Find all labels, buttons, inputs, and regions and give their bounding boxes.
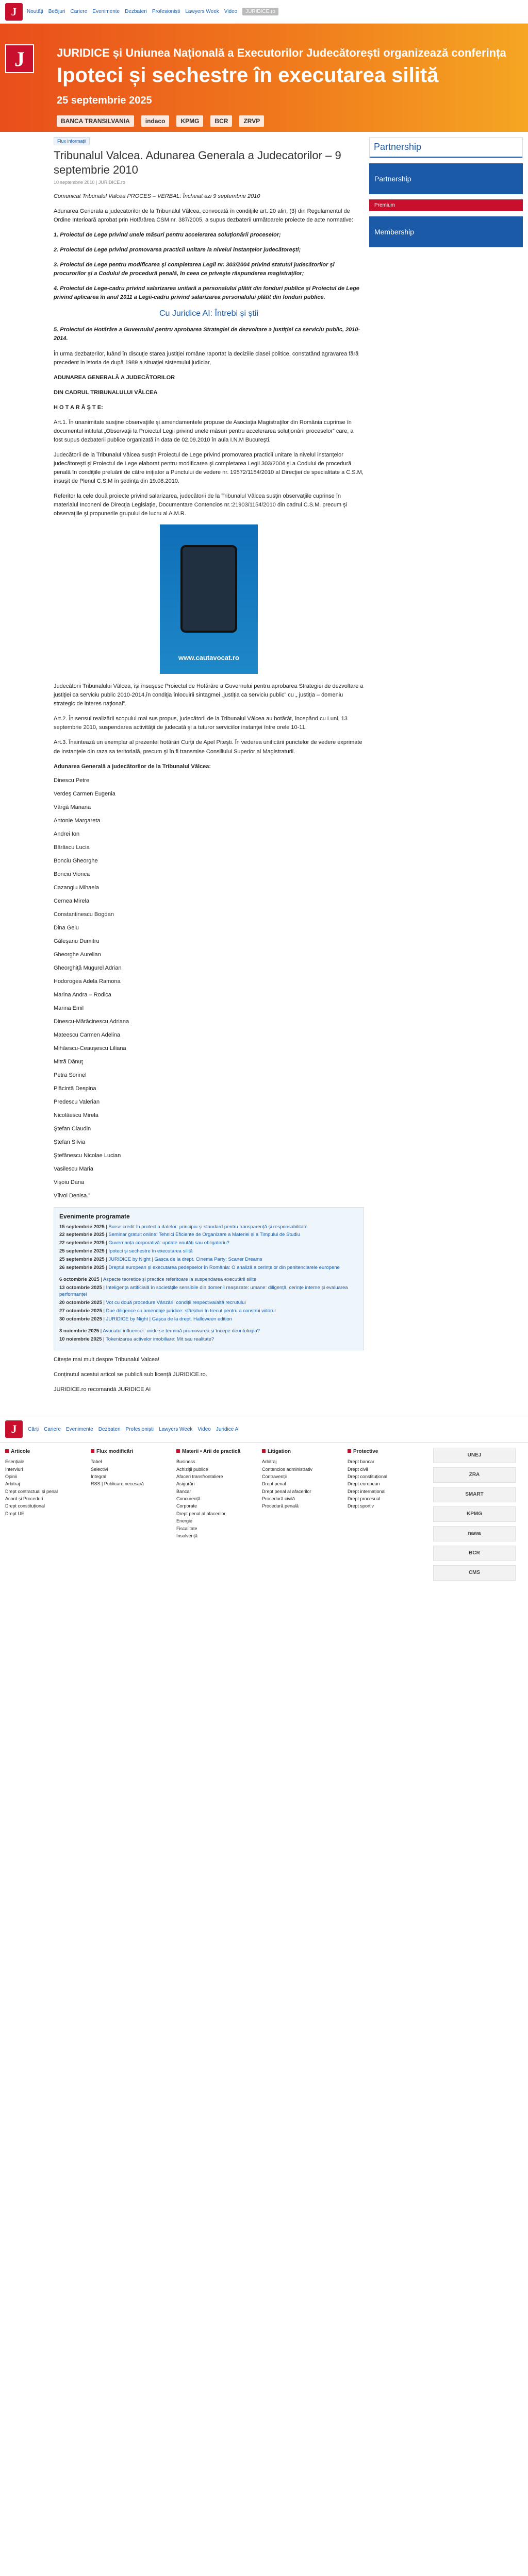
article-meta: 10 septembrie 2010 | JURIDICE.ro <box>54 180 125 185</box>
category-tag[interactable]: Flux informații <box>54 137 90 145</box>
footer-link[interactable]: Contencios administrativ <box>262 1466 313 1472</box>
banner-sponsors <box>57 114 523 128</box>
list-item: Dina Gelu <box>54 924 79 931</box>
list-item: Andrei Ion <box>54 831 80 837</box>
list-item: Antonie Margareta <box>54 817 101 824</box>
cautavocat-ad[interactable] <box>160 524 258 674</box>
footer-col-title: Protective <box>348 1448 425 1456</box>
footer-link[interactable]: Fiscalitate <box>176 1526 197 1531</box>
paragraph: Art.1. În unanimitate susţine observaţiile şi amendamentele propuse de Asociaţia Magistraţilor din România cuprinse în documentul intitulat „Observaţii la Proiectul Legii privind unele măsuri pentru accelerarea soluţionării proceselor” care, a fost supus dezbaterii publice organizată în data de 02.09.2010 în aula I.N.M Bucureşti. <box>54 419 354 443</box>
list-item: Dinescu Petre <box>54 777 90 784</box>
footer-col <box>348 1448 425 1585</box>
footer-logo[interactable]: J <box>5 1420 23 1438</box>
list-item: Mateescu Carmen Adelina <box>54 1031 121 1038</box>
event-row[interactable]: 26 septembrie 2025 | Dreptul european și executarea pedepselor în România: O analiză a cerințelor din penitenciarele europene <box>59 1264 340 1270</box>
event-date: 27 octombrie 2025 <box>59 1308 102 1314</box>
event-date: 20 octombrie 2025 <box>59 1299 102 1306</box>
footer-col <box>91 1448 168 1585</box>
partnership-header: Partnership <box>370 138 522 158</box>
partner-logo[interactable]: ZRA <box>433 1467 516 1483</box>
list-item: Predescu Valerian <box>54 1098 100 1105</box>
event-row[interactable]: 13 octombrie 2025 | Inteligența artificială în societățile sensibile din domenii reașezate: umane: diligență, cerințe interne și evaluarea performanței <box>59 1285 348 1298</box>
event-row[interactable]: 22 septembrie 2025 | Guvernanța corporativă: update noutăți sau obligatoriu? <box>59 1240 229 1246</box>
event-row[interactable]: 30 octombrie 2025 | JURIDICE by Night | Gașca de la drept. Halloween edition <box>59 1316 232 1322</box>
footer-nav-item[interactable]: Profesioniști <box>125 1426 154 1432</box>
spacer <box>59 1273 358 1277</box>
paragraph: DIN CADRUL TRIBUNALULUI VÂLCEA <box>54 389 158 396</box>
event-link[interactable]: JURIDICE by Night | Gașca de la drept. Cinema Party: Scaner Dreams <box>108 1256 262 1262</box>
paragraph: 4. Proiectul de Lege-cadru privind salarizarea unitară a personalului plătit din fonduri publice şi Proiectul de Lege privind aplicarea în anul 2011 a Legii-cadru privind salarizarea personalului plătit din fonduri publice. <box>54 285 359 301</box>
footer-col-title: Litigation <box>262 1448 339 1456</box>
footer-link[interactable]: Asigurări <box>176 1481 195 1487</box>
list-item: Vişoiu Dana <box>54 1179 85 1185</box>
event-row[interactable]: 10 noiembrie 2025 | Tokenizarea activelor imobiliare: Mit sau realitate? <box>59 1336 214 1343</box>
footer <box>0 1416 528 1590</box>
sponsor-logo: indaco <box>141 115 170 127</box>
event-date: 26 septembrie 2025 <box>59 1264 105 1270</box>
list-item: Mitră Dănuţ <box>54 1058 83 1065</box>
event-date: 22 septembrie 2025 <box>59 1232 105 1238</box>
sponsor-logo: ZRVP <box>239 115 264 127</box>
event-row[interactable]: 6 octombrie 2025 | Aspecte teoretice și practice referitoare la suspendarea executării silite <box>59 1277 257 1283</box>
nav-debates[interactable]: Dezbateri <box>125 9 147 14</box>
nav-events[interactable]: Evenimente <box>92 9 120 14</box>
spacer <box>59 1324 358 1328</box>
footer-col <box>176 1448 254 1585</box>
list-item: Marina Emil <box>54 1005 84 1011</box>
footer-nav-item[interactable]: Cărți <box>28 1426 39 1432</box>
footer-link[interactable]: Drept constituțional <box>348 1473 388 1479</box>
event-date: 25 septembrie 2025 <box>59 1256 105 1262</box>
banner-subtitle: JURIDICE și Uniunea Națională a Executorilor Judecătorești organizează conferința <box>57 46 506 59</box>
event-row[interactable]: 3 noiembrie 2025 | Avocatul influencer: unde se termină promovarea și începe deontologia? <box>59 1328 260 1334</box>
banner-date: 25 septembrie 2025 <box>57 95 152 106</box>
partnership-box <box>369 137 523 158</box>
sponsor-logo: KPMG <box>176 115 203 127</box>
list-item: Nicolăescu Mirela <box>54 1112 98 1118</box>
footer-col <box>5 1448 82 1585</box>
footer-link[interactable]: Drept procesual <box>348 1496 381 1502</box>
event-row[interactable]: 15 septembrie 2025 | Burse credit în protecția datelor: principiu și standard pentru transparență și responsabilitate <box>59 1224 308 1230</box>
banner-title: Ipoteci și sechestre în executarea silită <box>57 64 439 87</box>
top-bar <box>0 0 528 24</box>
footer-link[interactable]: Drept constituțional <box>5 1503 45 1509</box>
juridice-ai-link[interactable]: Cu Juridice AI: Întrebi și știi <box>159 309 259 318</box>
partner-logo[interactable]: UNEJ <box>433 1448 516 1463</box>
paragraph: H O T A R Ă Ş T E: <box>54 404 103 411</box>
event-row[interactable]: 27 octombrie 2025 | Due diligence cu amendaje juridice: sfârșituri în trecut pentru a construi viitorul <box>59 1308 276 1314</box>
footer-col <box>262 1448 339 1585</box>
paragraph: În urma dezbaterilor, luând în discuţie starea justiţiei române raportat la deciziile clasei politice, constatând agravarea fără precedent in istoria de după 1989 a situaţiei sistemului judiciar, <box>54 350 359 366</box>
event-date: 25 septembrie 2025 <box>59 1248 105 1255</box>
event-link[interactable]: Inteligența artificială în societățile sensibile din domenii reașezate: umane: diligență, cerințe interne și evaluarea performanței <box>59 1285 348 1298</box>
footer-link[interactable]: Afaceri transfrontaliere <box>176 1473 223 1479</box>
event-date: 3 noiembrie 2025 <box>59 1328 100 1334</box>
partner-logo[interactable]: SMART <box>433 1487 516 1502</box>
phone-image <box>180 545 237 633</box>
footer-nav-item[interactable]: Juridice AI <box>216 1426 240 1432</box>
membership-button[interactable]: Membership <box>369 216 523 247</box>
partnership-button[interactable]: Partnership <box>369 163 523 194</box>
juridice-ai-recommend[interactable]: JURIDICE.ro recomandă JURIDICE AI <box>54 1386 151 1393</box>
event-date: 6 octombrie 2025 <box>59 1277 100 1283</box>
site-logo[interactable]: J <box>5 3 23 21</box>
event-link[interactable]: Dreptul european și executarea pedepselor în România: O analiză a cerințelor din penitenciarele europene <box>108 1264 340 1270</box>
list-item: Ştefan Claudin <box>54 1125 91 1132</box>
footer-link[interactable]: Opinii <box>5 1473 18 1479</box>
list-item: Găleşanu Dumitru <box>54 938 100 944</box>
events-box <box>54 1207 364 1350</box>
article-title: Tribunalul Valcea. Adunarea Generala a Judecatorilor – 9 septembrie 2010 <box>54 149 341 176</box>
footer-link[interactable]: Business <box>176 1459 195 1465</box>
footer-link[interactable]: Achiziții publice <box>176 1466 208 1472</box>
list-item: Bărăscu Lucia <box>54 844 90 851</box>
nav-news[interactable]: Noutăți <box>27 9 43 14</box>
list-item: Verdeş Carmen Eugenia <box>54 790 116 797</box>
footer-link[interactable]: Procedură penală <box>262 1503 299 1509</box>
paragraph: 2. Proiectul de Lege privind promovarea practicii unitare la nivelul instanţelor judecătoreşti; <box>54 247 301 253</box>
event-row[interactable]: 25 septembrie 2025 | JURIDICE by Night | Gașca de la drept. Cinema Party: Scaner Dreams <box>59 1256 262 1262</box>
event-date: 10 noiembrie 2025 <box>59 1336 102 1343</box>
top-nav <box>27 8 278 15</box>
event-row[interactable]: 22 septembrie 2025 | Seminar gratuit online: Tehnici Eficiente de Organizare a Materiei și a Timpului de Studiu <box>59 1232 300 1238</box>
list-item: Dinescu-Mărăcinescu Adriana <box>54 1018 129 1025</box>
partner-logo[interactable]: nawa <box>433 1526 516 1541</box>
footer-link[interactable]: Tabel <box>91 1459 102 1465</box>
footer-link[interactable]: Drept contractual și penal <box>5 1488 58 1494</box>
list-item: Gheorghe Aurelian <box>54 951 101 958</box>
list-item: Cernea Mirela <box>54 897 90 904</box>
sponsor-logo: BANCA TRANSILVANIA <box>57 115 134 127</box>
footer-link[interactable]: Drept penal <box>262 1481 286 1487</box>
footer-link[interactable]: Procedură civilă <box>262 1496 295 1502</box>
sponsor-logo: BCR <box>210 115 232 127</box>
ad-url: www.cautavocat.ro <box>178 654 239 662</box>
footer-link[interactable]: Integral <box>91 1473 107 1479</box>
partner-logo[interactable]: BCR <box>433 1546 516 1561</box>
paragraph: Referitor la cele două proiecte privind salarizarea, judecătorii de la Tribunalul Vâlcea susţin observaţiile cuprinse în materialul Inconeni de Direcţia Legislaţie, Documentare Contencios nr.:21903/1154/2010 din cadrul C.S.M. precum şi observaţiile şi propunerile grupului de lucru al A.M.R. <box>54 493 348 517</box>
event-date: 13 octombrie 2025 <box>59 1285 102 1291</box>
list-item: Hodorogea Adela Ramona <box>54 978 121 985</box>
list-item: Marina Andra – Rodica <box>54 991 111 998</box>
nav-careers[interactable]: Cariere <box>70 9 88 14</box>
footer-link[interactable]: Interviuri <box>5 1466 23 1472</box>
event-link[interactable]: Ipoteci și sechestre în executarea silită <box>108 1248 193 1255</box>
event-link[interactable]: Aspecte teoretice și practice referitoare la suspendarea executării silite <box>103 1277 257 1283</box>
paragraph: Adunarea Generala a judecatorilor de la Tribunalul Vâlcea, convocată în condiţiile art. 20 alin. (3) din Regulamentul de Ordine Interioară aprobat prin Hotărârea CSM nr. 387/2005, a supus dezbaterii următoarele proiecte de acte normative: <box>54 208 353 224</box>
nav-video[interactable]: Video <box>224 9 238 14</box>
footer-link[interactable]: Drept sportiv <box>348 1503 374 1509</box>
footer-link[interactable]: Arbitraj <box>262 1459 277 1465</box>
list-item: Ştefănescu Nicolae Lucian <box>54 1152 121 1159</box>
event-link[interactable]: Guvernanța corporativă: update noutăți sau obligatoriu? <box>108 1240 229 1246</box>
event-link[interactable]: JURIDICE by Night | Gașca de la drept. Halloween edition <box>106 1316 232 1322</box>
footer-col-title: Articole <box>5 1448 82 1456</box>
footer-link[interactable]: Corporate <box>176 1503 197 1509</box>
list-item: Vârgă Mariana <box>54 804 91 810</box>
event-link[interactable]: Due diligence cu amendaje juridice: sfârșituri în trecut pentru a construi viitorul <box>106 1308 276 1314</box>
paragraph: Adunarea Generală a judecătorilor de la Tribunalul Vâlcea: <box>54 763 211 770</box>
partners-column <box>433 1448 516 1585</box>
list-item: Mihăescu-Ceauşescu Liliana <box>54 1045 126 1052</box>
event-link[interactable]: Avocatul influencer: unde se termină promovarea și începe deontologia? <box>103 1328 260 1334</box>
event-link[interactable]: Burse credit în protecția datelor: principiu și standard pentru transparență și responsabilitate <box>108 1224 308 1230</box>
paragraph: Judecătorii Tribunalului Vâlcea, îşi însuşesc Proiectul de Hotărâre a Guvernului pentru aprobarea Strategiei de dezvoltare a justiţiei ca serviciu public 2010-2014,în condiţia înlocuirii sintagmei „justiţia ca serviciu public” cu „ justiţia – domeniu strategic de interes naţional”. <box>54 683 364 707</box>
footer-link[interactable]: Esențiale <box>5 1459 25 1465</box>
event-link[interactable]: Seminar gratuit online: Tehnici Eficiente de Organizare a Materiei și a Timpului de Studiu <box>108 1232 300 1238</box>
footer-nav-item[interactable]: Video <box>197 1426 211 1432</box>
footer-nav <box>0 1416 528 1443</box>
event-date: 30 octombrie 2025 <box>59 1316 102 1322</box>
sidebar <box>369 132 523 1400</box>
footer-col-title: Materii • Arii de practică <box>176 1448 254 1456</box>
footer-columns <box>0 1443 528 1590</box>
footer-link[interactable]: Bancar <box>176 1488 191 1494</box>
nav-juries[interactable]: Bečijuri <box>48 9 65 14</box>
paragraph: Art.2. În sensul realizării scopului mai sus propus, judecătorii de la Tribunalul Vâlcea au hotărât, începând cu Luni, 13 septembrie 2010, suspendarea activităţii de judecată şi a tuturor serviciilor instanţei între orele 10-11. <box>54 716 348 731</box>
list-item: Ştefan Silvia <box>54 1139 86 1145</box>
list-item: Vasilescu Maria <box>54 1165 93 1172</box>
footer-link[interactable]: Arbitraj <box>5 1481 20 1487</box>
read-more-link[interactable]: Citește mai mult despre Tribunalul Valcea! <box>54 1356 160 1363</box>
event-row[interactable]: 25 septembrie 2025 | Ipoteci și sechestre în executarea silită <box>59 1248 193 1255</box>
footer-link[interactable]: Insolvență <box>176 1533 198 1539</box>
banner-logo: J <box>5 44 34 73</box>
paragraph: 5. Proiectul de Hotărâre a Guvernului pentru aprobarea Strategiei de dezvoltare a justiţiei ca serviciu public, 2010-2014. <box>54 327 360 342</box>
event-date: 22 septembrie 2025 <box>59 1240 105 1246</box>
list-item: Cazangiu Mihaela <box>54 884 100 891</box>
footer-link[interactable]: Contravenții <box>262 1473 287 1479</box>
footer-link[interactable]: Concurență <box>176 1496 201 1502</box>
paragraph: ADUNAREA GENERALĂ A JUDECĂTORILOR <box>54 374 175 381</box>
footer-link[interactable]: Drept european <box>348 1481 380 1487</box>
nav-pill[interactable]: JURIDICE.ro <box>242 8 278 15</box>
paragraph: Art.3. Înaintează un exemplar al prezentei hotărâri Curţii de Apel Piteşti. În vederea unificării punctelor de vedere exprimate de instanţele din raza sa teritorială, precum şi în fi transmise Consiliului Superior al Magistraturii. <box>54 739 362 755</box>
footer-link[interactable]: Energie <box>176 1518 193 1524</box>
judges-list <box>54 777 364 1199</box>
footer-link[interactable]: Acord și Proceduri <box>5 1496 43 1502</box>
license-note: Conținutul acestui articol se publică sub licență JURIDICE.ro. <box>54 1371 207 1378</box>
list-item: Gheorghiţă Mugurel Adrian <box>54 964 122 971</box>
paragraph: Judecătorii de la Tribunalul Vâlcea susţin Proiectul de Lege privind promovarea practicii unitare la nivelul instanţelor judecătoreşti şi Proiectul de Lege elaborat pentru modificarea şi completarea Legii 303/2004 şi a Codului de procedură penală în condiţiile preluării de către iniţiator a Punctului de vedere nr. 19572/1154/2010 al Direcţiei de specialitate a C.S.M, însuşit de Plenul C.S.M în şedinţa din 19.08.2010. <box>54 451 364 485</box>
list-item: Bonciu Gheorghe <box>54 857 98 864</box>
footer-nav-item[interactable]: Dezbateri <box>98 1426 121 1432</box>
list-item: Bonciu Viorica <box>54 871 90 877</box>
nav-professionals[interactable]: Profesioniști <box>152 9 180 14</box>
event-link[interactable]: Vot cu două procedure Vânzări: condiții respectiva/altă recrutului <box>106 1299 246 1306</box>
nav-lawyers-week[interactable]: Lawyers Week <box>185 9 219 14</box>
footer-nav-item[interactable]: Evenimente <box>65 1426 93 1432</box>
article <box>5 132 364 1400</box>
paragraph: 3. Proiectul de Lege pentru modificarea şi completarea Legii nr. 303/2004 privind statutul judecătorilor şi procurorilor şi a Codului de procedură penală, în ceea ce priveşte răspunderea magistraţilor; <box>54 262 335 277</box>
paragraph: Comunicat Tribunalul Valcea PROCES – VERBAL: Încheiat azi 9 septembrie 2010 <box>54 193 260 199</box>
footer-link[interactable]: Drept bancar <box>348 1459 375 1465</box>
list-item: Petra Sorinel <box>54 1072 87 1078</box>
event-link[interactable]: Tokenizarea activelor imobiliare: Mit sau realitate? <box>105 1336 214 1343</box>
footer-link[interactable]: Drept internațional <box>348 1488 386 1494</box>
events-title: Evenimente programate <box>59 1212 130 1220</box>
footer-col-title: Flux modificări <box>91 1448 168 1456</box>
list-item: Constantinescu Bogdan <box>54 911 114 918</box>
footer-link[interactable]: Drept civil <box>348 1466 368 1472</box>
premium-button[interactable]: Premium <box>369 199 523 211</box>
footer-link[interactable]: Drept UE <box>5 1511 25 1516</box>
footer-nav-item[interactable]: Lawyers Week <box>159 1426 193 1432</box>
footer-link[interactable]: RSS | Publicare necesară <box>91 1481 144 1487</box>
partner-logo[interactable]: KPMG <box>433 1506 516 1522</box>
footer-link[interactable]: Drept penal al afacerilor <box>176 1511 226 1516</box>
footer-link[interactable]: Selectivi <box>91 1466 108 1472</box>
event-row[interactable]: 20 octombrie 2025 | Vot cu două procedure Vânzări: condiții respectiva/altă recrutului <box>59 1299 246 1306</box>
list-item: Vîlvoi Denisa.” <box>54 1192 90 1199</box>
footer-link[interactable]: Drept penal al afacerilor <box>262 1488 311 1494</box>
paragraph: 1. Proiectul de Lege privind unele măsuri pentru accelerarea soluţionării proceselor; <box>54 232 281 239</box>
footer-nav-item[interactable]: Cariere <box>44 1426 61 1432</box>
partner-logo[interactable]: CMS <box>433 1565 516 1581</box>
conference-banner[interactable] <box>0 24 528 132</box>
event-date: 15 septembrie 2025 <box>59 1224 105 1230</box>
list-item: Plăcintă Despina <box>54 1085 96 1092</box>
